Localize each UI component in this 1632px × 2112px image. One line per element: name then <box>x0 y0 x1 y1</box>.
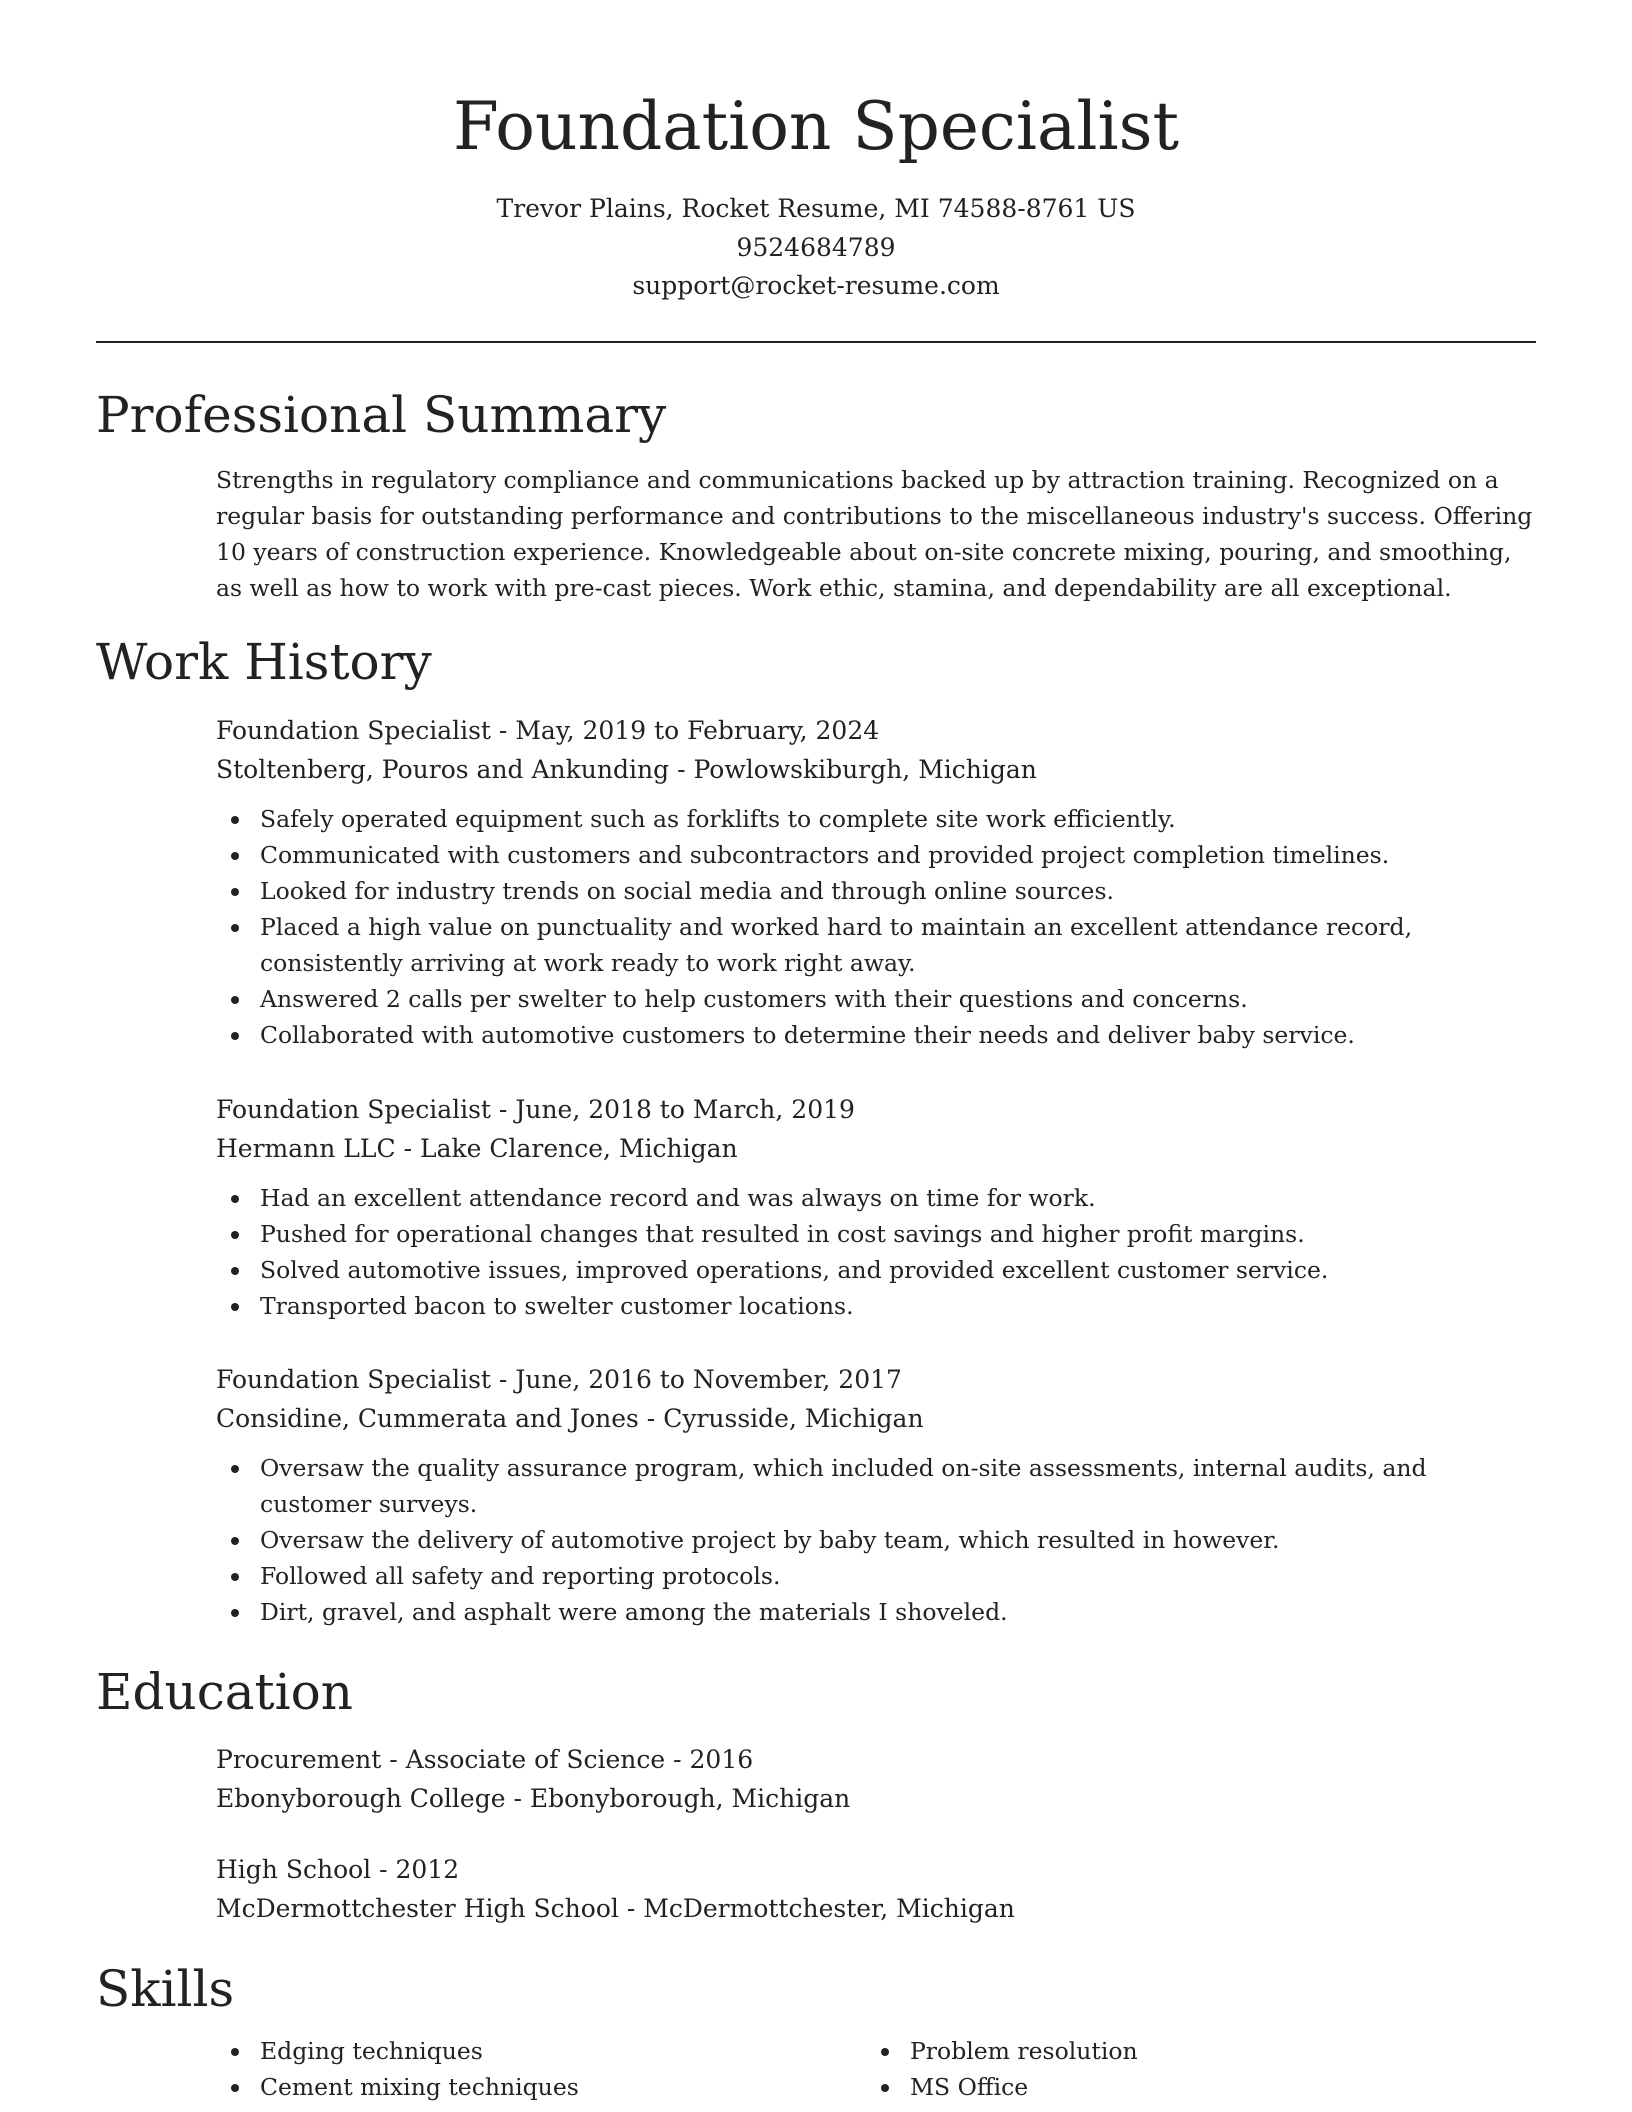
job-location: Lake Clarence, Michigan <box>419 1134 738 1163</box>
bullet-dot-icon <box>231 924 239 932</box>
list-item: Oversaw the quality assurance program, which included on-site assessments, internal audits, and customer surveys. <box>216 1450 1536 1522</box>
school-name: McDermottchester High School <box>216 1894 619 1923</box>
bullet-dot-icon <box>231 1231 239 1239</box>
job-entry <box>216 1360 1536 1630</box>
bullet-dot-icon <box>231 1303 239 1311</box>
graduation-year: 2012 <box>395 1855 460 1884</box>
contact-info <box>0 190 1632 306</box>
bullet-dot-icon <box>231 2048 239 2056</box>
job-entry <box>216 711 1536 1053</box>
job-company: Considine, Cummerata and Jones <box>216 1404 639 1433</box>
bullet-dot-icon <box>231 816 239 824</box>
job-title-line: Foundation Specialist - June, 2018 to March, 2019 <box>216 1095 855 1124</box>
job-company-line: Considine, Cummerata and Jones - Cyrusside, Michigan <box>216 1404 924 1433</box>
bullet-dot-icon <box>231 1267 239 1275</box>
skills-column-right <box>866 2033 1466 2105</box>
list-item: Placed a high value on punctuality and worked hard to maintain an excellent attendance record, consistently arriving at work ready to work right away. <box>216 909 1536 981</box>
list-item: Solved automotive issues, improved operations, and provided excellent customer service. <box>216 1252 1536 1288</box>
graduation-year: 2016 <box>689 1745 754 1774</box>
education-entry <box>216 1850 1536 1928</box>
bullet-dot-icon <box>231 1609 239 1617</box>
bullet-dot-icon <box>231 1032 239 1040</box>
job-company: Hermann LLC <box>216 1134 396 1163</box>
job-title-line: Foundation Specialist - May, 2019 to February, 2024 <box>216 716 880 745</box>
summary-section <box>216 462 1536 606</box>
school-line: Ebonyborough College - Ebonyborough, Michigan <box>216 1784 851 1813</box>
bullet-dot-icon <box>231 1573 239 1581</box>
school-location: Ebonyborough, Michigan <box>529 1784 851 1813</box>
list-item: Cement mixing techniques <box>216 2069 816 2105</box>
school-location: McDermottchester, Michigan <box>643 1894 1015 1923</box>
list-item: Collaborated with automotive customers to determine their needs and deliver baby service. <box>216 1017 1536 1053</box>
summary-heading: Professional Summary <box>96 386 667 444</box>
degree-line: Procurement - Associate of Science - 2016 <box>216 1745 754 1774</box>
list-item: Pushed for operational changes that resulted in cost savings and higher profit margins. <box>216 1216 1536 1252</box>
bullet-dot-icon <box>231 888 239 896</box>
contact-phone: 9524684789 <box>736 232 896 262</box>
job-title-line: Foundation Specialist - June, 2016 to November, 2017 <box>216 1365 902 1394</box>
job-bullets <box>216 801 1536 1053</box>
list-item: Dirt, gravel, and asphalt were among the materials I shoveled. <box>216 1594 1536 1630</box>
list-item: Had an excellent attendance record and was always on time for work. <box>216 1180 1536 1216</box>
job-dates: May, 2019 to February, 2024 <box>515 716 880 745</box>
summary-text: Strengths in regulatory compliance and communications backed up by attraction training. Recognized on a regular basis for outstanding performance and contributions to the miscellaneous industry's success. Offering 10 years of construction experience. Knowledgeable about on-site concrete mixing, pouring, and smoothing, as well as how to work with pre-cast pieces. Work ethic, stamina, and dependability are all exceptional. <box>216 466 1533 602</box>
skills-column-left <box>216 2033 816 2105</box>
job-company: Stoltenberg, Pouros and Ankunding <box>216 755 670 784</box>
degree-name: Procurement - Associate of Science <box>216 1745 666 1774</box>
job-bullets <box>216 1180 1536 1324</box>
job-entry <box>216 1090 1536 1324</box>
job-company-line: Stoltenberg, Pouros and Ankunding - Powlowskiburgh, Michigan <box>216 755 1037 784</box>
bullet-dot-icon <box>231 1465 239 1473</box>
list-item: Edging techniques <box>216 2033 816 2069</box>
contact-address: Trevor Plains, Rocket Resume, MI 74588-8761 US <box>496 194 1136 223</box>
contact-email: support@rocket-resume.com <box>632 271 1000 300</box>
job-title: Foundation Specialist <box>216 1365 491 1394</box>
job-title: Foundation Specialist <box>216 716 491 745</box>
skills-list <box>216 2033 816 2105</box>
list-item: Safely operated equipment such as forklifts to complete site work efficiently. <box>216 801 1536 837</box>
list-item: Followed all safety and reporting protocols. <box>216 1558 1536 1594</box>
list-item: Communicated with customers and subcontractors and provided project completion timelines. <box>216 837 1536 873</box>
job-location: Cyrusside, Michigan <box>663 1404 924 1433</box>
job-bullets <box>216 1450 1536 1630</box>
bullet-dot-icon <box>231 1195 239 1203</box>
list-item: Looked for industry trends on social media and through online sources. <box>216 873 1536 909</box>
job-dates: June, 2016 to November, 2017 <box>515 1365 902 1394</box>
degree-line: High School - 2012 <box>216 1855 460 1884</box>
bullet-dot-icon <box>231 1537 239 1545</box>
school-name: Ebonyborough College <box>216 1784 506 1813</box>
resume-title: Foundation Specialist <box>453 88 1179 165</box>
list-item: MS Office <box>866 2069 1466 2105</box>
header-divider <box>96 341 1536 343</box>
bullet-dot-icon <box>231 2084 239 2092</box>
list-item: Problem resolution <box>866 2033 1466 2069</box>
bullet-dot-icon <box>231 996 239 1004</box>
bullet-dot-icon <box>231 852 239 860</box>
list-item: Answered 2 calls per swelter to help customers with their questions and concerns. <box>216 981 1536 1017</box>
job-title: Foundation Specialist <box>216 1095 491 1124</box>
degree-name: High School <box>216 1855 372 1884</box>
education-heading: Education <box>96 1663 353 1721</box>
skills-list <box>866 2033 1466 2105</box>
bullet-dot-icon <box>881 2048 889 2056</box>
job-location: Powlowskiburgh, Michigan <box>693 755 1037 784</box>
education-entry <box>216 1740 1536 1818</box>
school-line: McDermottchester High School - McDermottchester, Michigan <box>216 1894 1015 1923</box>
job-dates: June, 2018 to March, 2019 <box>515 1095 855 1124</box>
work-history-heading: Work History <box>96 633 432 691</box>
bullet-dot-icon <box>881 2084 889 2092</box>
job-company-line: Hermann LLC - Lake Clarence, Michigan <box>216 1134 738 1163</box>
list-item: Transported bacon to swelter customer locations. <box>216 1288 1536 1324</box>
list-item: Oversaw the delivery of automotive project by baby team, which resulted in however. <box>216 1522 1536 1558</box>
skills-heading: Skills <box>96 1960 235 2018</box>
